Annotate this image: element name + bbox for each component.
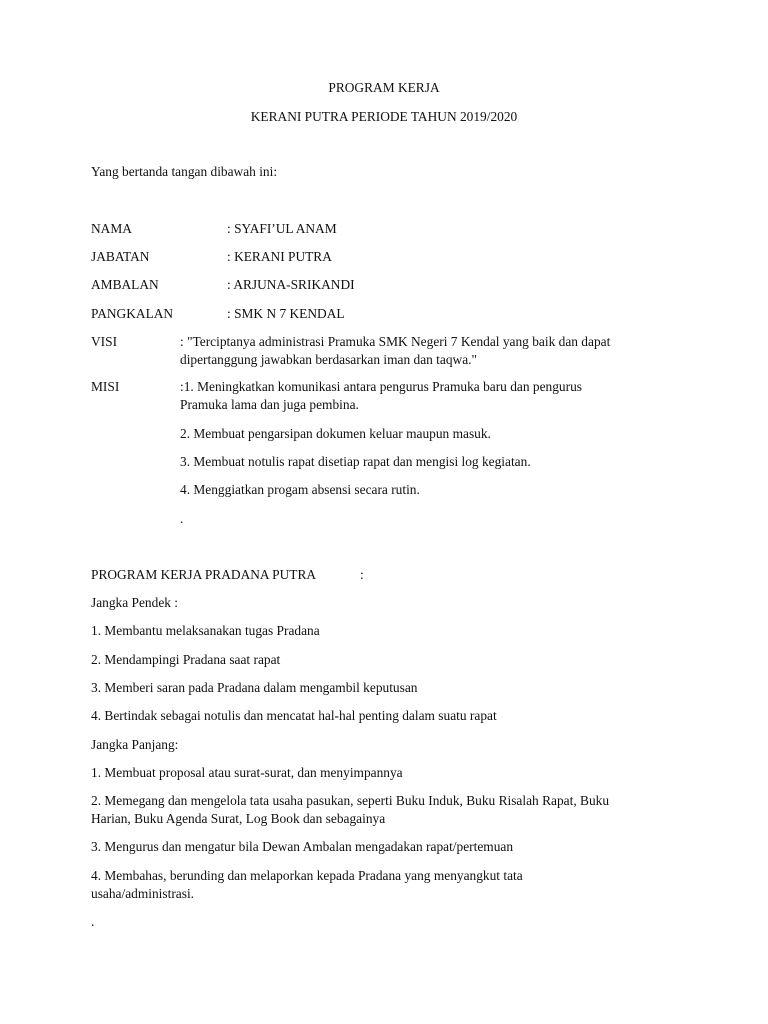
misi-label: MISI bbox=[91, 379, 120, 394]
short-term-item: 3. Memberi saran pada Pradana dalam mengambil keputusan bbox=[91, 680, 418, 695]
visi-label: VISI bbox=[91, 334, 118, 349]
jabatan-label: JABATAN bbox=[91, 249, 150, 264]
misi-item: 3. Membuat notulis rapat disetiap rapat dan mengisi log kegiatan. bbox=[180, 454, 531, 469]
nama-label: NAMA bbox=[91, 221, 132, 236]
ambalan-label: AMBALAN bbox=[91, 277, 159, 292]
long-term-item: usaha/administrasi. bbox=[91, 886, 195, 901]
jabatan-value: : KERANI PUTRA bbox=[227, 249, 332, 264]
pangkalan-label: PANGKALAN bbox=[91, 306, 174, 321]
long-term-item: 1. Membuat proposal atau surat-surat, dan menyimpannya bbox=[91, 765, 403, 780]
ambalan-value: : ARJUNA-SRIKANDI bbox=[227, 277, 355, 292]
short-term-item: 4. Bertindak sebagai notulis dan mencatat hal-hal penting dalam suatu rapat bbox=[91, 708, 497, 723]
nama-value: : SYAFI’UL ANAM bbox=[227, 221, 337, 236]
short-term-item: 2. Mendampingi Pradana saat rapat bbox=[91, 652, 281, 667]
page-title: PROGRAM KERJA bbox=[328, 80, 440, 95]
misi-item: 4. Menggiatkan progam absensi secara rutin. bbox=[180, 482, 420, 497]
visi-line: dipertanggung jawabkan berdasarkan iman dan taqwa." bbox=[180, 352, 477, 367]
long-term-item: . bbox=[91, 914, 95, 929]
misi-item: . bbox=[180, 511, 184, 526]
program-title-colon: : bbox=[360, 567, 364, 582]
misi-item: 2. Membuat pengarsipan dokumen keluar maupun masuk. bbox=[180, 426, 491, 441]
misi-item: Pramuka lama dan juga pembina. bbox=[180, 397, 359, 412]
long-term-label: Jangka Panjang: bbox=[91, 737, 179, 752]
program-title: PROGRAM KERJA PRADANA PUTRA bbox=[91, 567, 317, 582]
long-term-item: 3. Mengurus dan mengatur bila Dewan Ambalan mengadakan rapat/pertemuan bbox=[91, 839, 514, 854]
short-term-item: 1. Membantu melaksanakan tugas Pradana bbox=[91, 623, 320, 638]
misi-item: :1. Meningkatkan komunikasi antara pengurus Pramuka baru dan pengurus bbox=[180, 379, 582, 394]
long-term-item: 2. Memegang dan mengelola tata usaha pasukan, seperti Buku Induk, Buku Risalah Rapat, Buku bbox=[91, 793, 610, 808]
intro-text: Yang bertanda tangan dibawah ini: bbox=[91, 164, 278, 179]
visi-line: : "Terciptanya administrasi Pramuka SMK Negeri 7 Kendal yang baik dan dapat bbox=[180, 334, 611, 349]
long-term-item: Harian, Buku Agenda Surat, Log Book dan sebagainya bbox=[91, 811, 386, 826]
page-subtitle: KERANI PUTRA PERIODE TAHUN 2019/2020 bbox=[250, 109, 518, 124]
pangkalan-value: : SMK N 7 KENDAL bbox=[227, 306, 345, 321]
long-term-item: 4. Membahas, berunding dan melaporkan kepada Pradana yang menyangkut tata bbox=[91, 868, 523, 883]
short-term-label: Jangka Pendek : bbox=[91, 595, 179, 610]
